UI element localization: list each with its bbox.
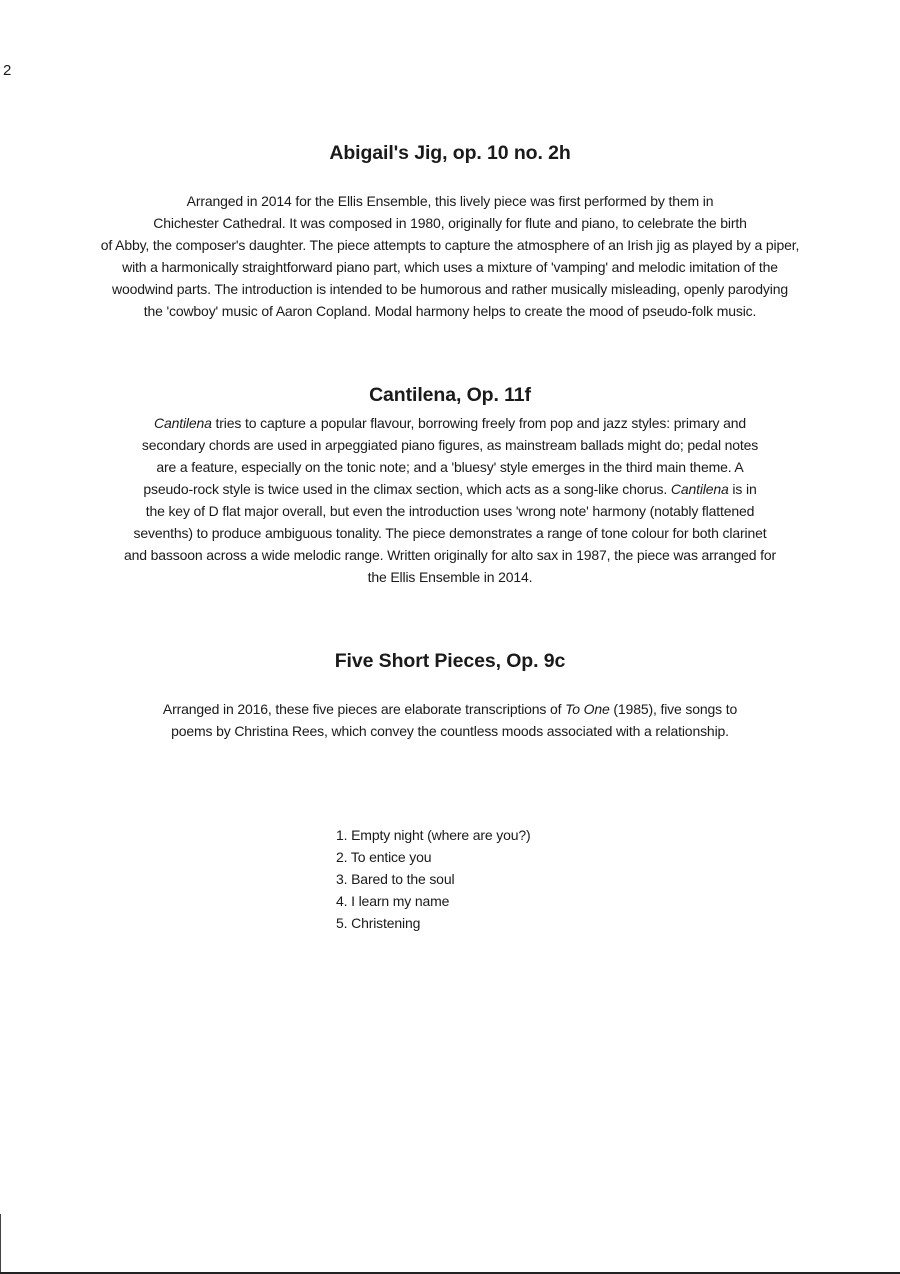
description-line: the 'cowboy' music of Aaron Copland. Modal harmony helps to create the mood of pseudo-folk music. xyxy=(143,303,757,319)
description-text: (1985), five songs to xyxy=(609,701,738,717)
description-line: sevenths) to produce ambiguous tonality. The piece demonstrates a range of tone colour for both clarinet xyxy=(133,525,767,541)
description-line: are a feature, especially on the tonic note; and a 'bluesy' style emerges in the third main theme. A xyxy=(156,459,744,475)
section-abigails-jig xyxy=(0,141,900,322)
section-description xyxy=(0,698,900,742)
description-text: tries to capture a popular flavour, borrowing freely from pop and jazz styles: primary and xyxy=(211,415,746,431)
section-description xyxy=(0,412,900,588)
description-line: of Abby, the composer's daughter. The piece attempts to capture the atmosphere of an Irish jig as played by a piper, xyxy=(100,237,800,253)
description-line xyxy=(0,698,900,720)
section-title: Five Short Pieces, Op. 9c xyxy=(334,650,566,672)
description-line: secondary chords are used in arpeggiated piano figures, as mainstream ballads might do; pedal notes xyxy=(141,437,759,453)
description-line: poems by Christina Rees, which convey the countless moods associated with a relationship. xyxy=(171,723,729,739)
page-edge-left xyxy=(0,1214,1,1274)
list-item: 3. Bared to the soul xyxy=(336,871,455,887)
list-item: 4. I learn my name xyxy=(336,893,450,909)
section-title: Abigail's Jig, op. 10 no. 2h xyxy=(329,142,571,164)
section-description xyxy=(0,190,900,322)
description-text: Arranged in 2016, these five pieces are elaborate transcriptions of xyxy=(162,701,566,717)
description-line: with a harmonically straightforward piano part, which uses a mixture of 'vamping' and melodic imitation of the xyxy=(122,259,778,275)
list-item: 2. To entice you xyxy=(336,849,432,865)
track-list xyxy=(336,824,531,934)
description-line xyxy=(0,478,900,500)
description-line: woodwind parts. The introduction is intended to be humorous and rather musically misleading, openly parodying xyxy=(111,281,788,297)
description-line: the key of D flat major overall, but even the introduction uses 'wrong note' harmony (notably flattened xyxy=(145,503,755,519)
list-item: 5. Christening xyxy=(336,915,421,931)
list-item: 1. Empty night (where are you?) xyxy=(336,827,531,843)
description-text: pseudo-rock style is twice used in the climax section, which acts as a song-like chorus. xyxy=(143,481,671,497)
description-text: is in xyxy=(728,481,757,497)
work-title-italic: To One xyxy=(565,701,610,717)
work-title-italic: Cantilena xyxy=(154,415,212,431)
work-title-italic: Cantilena xyxy=(670,481,729,497)
section-five-short-pieces xyxy=(0,649,900,742)
description-line: Chichester Cathedral. It was composed in 1980, originally for flute and piano, to celebrate the birth xyxy=(153,215,747,231)
description-line: and bassoon across a wide melodic range. Written originally for alto sax in 1987, the piece was arranged for xyxy=(123,547,777,563)
page-number: 2 xyxy=(3,62,12,79)
section-title: Cantilena, Op. 11f xyxy=(369,384,531,406)
description-line: Arranged in 2014 for the Ellis Ensemble, this lively piece was first performed by them in xyxy=(186,193,714,209)
section-cantilena xyxy=(0,383,900,588)
description-line xyxy=(0,412,900,434)
description-line: the Ellis Ensemble in 2014. xyxy=(367,569,533,585)
